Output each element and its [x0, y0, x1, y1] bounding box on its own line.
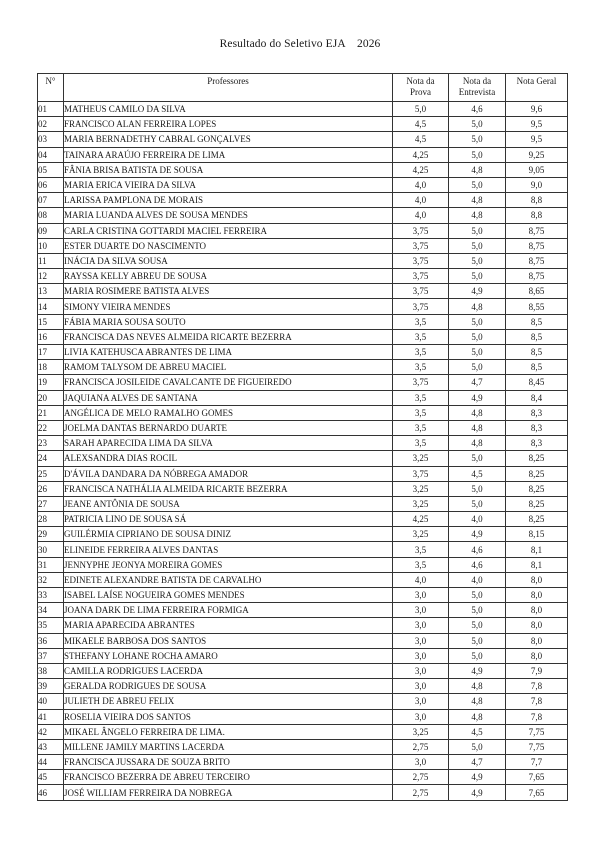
row-nota-prova: 2,75 [393, 739, 449, 754]
row-nota-geral: 7,65 [506, 785, 568, 800]
row-nota-prova: 3,0 [393, 709, 449, 724]
row-nota-geral: 8,0 [506, 603, 568, 618]
row-nota-prova: 3,75 [393, 238, 449, 253]
row-number: 07 [38, 193, 64, 208]
table-row [38, 572, 568, 587]
row-nota-prova: 3,5 [393, 557, 449, 572]
row-number: 13 [38, 284, 64, 299]
row-number: 17 [38, 345, 64, 360]
row-number: 46 [38, 785, 64, 800]
row-number: 01 [38, 102, 64, 117]
row-nota-geral: 8,45 [506, 375, 568, 390]
row-nota-geral: 8,1 [506, 557, 568, 572]
row-nota-geral: 8,15 [506, 527, 568, 542]
row-nota-entrevista: 5,0 [449, 360, 506, 375]
row-nota-geral: 7,75 [506, 739, 568, 754]
row-number: 09 [38, 223, 64, 238]
row-number: 22 [38, 420, 64, 435]
row-nota-geral: 8,3 [506, 420, 568, 435]
table-row [38, 603, 568, 618]
row-nota-prova: 3,0 [393, 603, 449, 618]
row-nota-prova: 3,5 [393, 436, 449, 451]
row-number: 40 [38, 694, 64, 709]
row-nota-entrevista: 5,0 [449, 238, 506, 253]
row-nota-geral: 8,25 [506, 512, 568, 527]
table-row [38, 405, 568, 420]
row-nota-entrevista: 5,0 [449, 496, 506, 511]
table-row [38, 481, 568, 496]
row-professor-name: MIKAEL ÂNGELO FERREIRA DE LIMA. [64, 724, 393, 739]
row-nota-entrevista: 5,0 [449, 147, 506, 162]
row-number: 37 [38, 648, 64, 663]
row-nota-entrevista: 4,9 [449, 527, 506, 542]
row-number: 03 [38, 132, 64, 147]
row-professor-name: ALEXSANDRA DIAS ROCIL [64, 451, 393, 466]
row-nota-geral: 9,0 [506, 177, 568, 192]
row-professor-name: FRANCISCA DAS NEVES ALMEIDA RICARTE BEZERRA [64, 329, 393, 344]
row-professor-name: ROSELIA VIEIRA DOS SANTOS [64, 709, 393, 724]
row-professor-name: CARLA CRISTINA GOTTARDI MACIEL FERREIRA [64, 223, 393, 238]
header-nota-geral: Nota Geral [506, 74, 568, 102]
row-nota-entrevista: 4,9 [449, 770, 506, 785]
table-row [38, 694, 568, 709]
row-nota-prova: 4,25 [393, 512, 449, 527]
header-row [38, 74, 568, 102]
header-professores: Professores [64, 74, 393, 102]
table-row [38, 496, 568, 511]
row-nota-entrevista: 4,8 [449, 208, 506, 223]
row-nota-geral: 8,5 [506, 360, 568, 375]
row-professor-name: MILLENE JAMILY MARTINS LACERDA [64, 739, 393, 754]
table-row [38, 466, 568, 481]
row-professor-name: RAMOM TALYSOM DE ABREU MACIEL [64, 360, 393, 375]
row-professor-name: TAINARA ARAÚJO FERREIRA DE LIMA [64, 147, 393, 162]
row-nota-prova: 3,75 [393, 375, 449, 390]
row-professor-name: FRANCISCA JUSSARA DE SOUZA BRITO [64, 755, 393, 770]
row-nota-entrevista: 4,9 [449, 284, 506, 299]
row-nota-entrevista: 5,0 [449, 451, 506, 466]
row-nota-geral: 8,25 [506, 466, 568, 481]
row-nota-entrevista: 4,8 [449, 420, 506, 435]
row-professor-name: FRANCISCO BEZERRA DE ABREU TERCEIRO [64, 770, 393, 785]
row-number: 02 [38, 117, 64, 132]
row-nota-entrevista: 5,0 [449, 648, 506, 663]
row-professor-name: ANGÉLICA DE MELO RAMALHO GOMES [64, 405, 393, 420]
row-nota-geral: 8,8 [506, 208, 568, 223]
table-row [38, 193, 568, 208]
row-nota-prova: 3,75 [393, 269, 449, 284]
row-nota-geral: 8,0 [506, 618, 568, 633]
table-row [38, 512, 568, 527]
table-row [38, 360, 568, 375]
row-nota-geral: 8,8 [506, 193, 568, 208]
row-nota-geral: 8,3 [506, 436, 568, 451]
row-professor-name: D'ÁVILA DANDARA DA NÓBREGA AMADOR [64, 466, 393, 481]
row-nota-geral: 8,0 [506, 633, 568, 648]
row-professor-name: MARIA ROSIMERE BATISTA ALVES [64, 284, 393, 299]
row-professor-name: ESTER DUARTE DO NASCIMENTO [64, 238, 393, 253]
page-title: Resultado do Seletivo EJA 2026 [219, 38, 381, 50]
row-professor-name: EDINETE ALEXANDRE BATISTA DE CARVALHO [64, 572, 393, 587]
row-professor-name: JENNYPHE JEONYA MOREIRA GOMES [64, 557, 393, 572]
row-professor-name: FRANCISCO ALAN FERREIRA LOPES [64, 117, 393, 132]
row-nota-entrevista: 4,0 [449, 512, 506, 527]
row-nota-entrevista: 5,0 [449, 345, 506, 360]
row-professor-name: RAYSSA KELLY ABREU DE SOUSA [64, 269, 393, 284]
row-nota-prova: 3,75 [393, 253, 449, 268]
row-nota-geral: 7,75 [506, 724, 568, 739]
row-number: 25 [38, 466, 64, 481]
table-row [38, 102, 568, 117]
row-number: 31 [38, 557, 64, 572]
row-nota-prova: 3,5 [393, 390, 449, 405]
row-nota-prova: 4,25 [393, 147, 449, 162]
table-row [38, 588, 568, 603]
row-number: 05 [38, 162, 64, 177]
row-number: 45 [38, 770, 64, 785]
row-nota-geral: 8,0 [506, 572, 568, 587]
row-nota-entrevista: 5,0 [449, 177, 506, 192]
row-number: 36 [38, 633, 64, 648]
row-nota-prova: 3,0 [393, 755, 449, 770]
row-nota-prova: 3,75 [393, 466, 449, 481]
header-nota-entrevista [449, 74, 506, 102]
row-nota-geral: 8,3 [506, 405, 568, 420]
row-nota-entrevista: 4,8 [449, 694, 506, 709]
row-nota-prova: 3,75 [393, 284, 449, 299]
row-nota-geral: 8,4 [506, 390, 568, 405]
row-number: 28 [38, 512, 64, 527]
row-number: 19 [38, 375, 64, 390]
table-row [38, 329, 568, 344]
row-nota-prova: 3,25 [393, 527, 449, 542]
table-row [38, 663, 568, 678]
row-professor-name: MARIA ERICA VIEIRA DA SILVA [64, 177, 393, 192]
row-nota-entrevista: 4,8 [449, 709, 506, 724]
row-nota-entrevista: 5,0 [449, 633, 506, 648]
header-nota-prova-line1: Nota da [406, 76, 435, 86]
row-nota-prova: 4,5 [393, 132, 449, 147]
row-nota-prova: 4,0 [393, 193, 449, 208]
row-professor-name: LARISSA PAMPLONA DE MORAIS [64, 193, 393, 208]
table-row [38, 770, 568, 785]
row-number: 44 [38, 755, 64, 770]
table-row [38, 314, 568, 329]
row-number: 11 [38, 253, 64, 268]
table-row [38, 162, 568, 177]
row-number: 26 [38, 481, 64, 496]
row-nota-geral: 8,75 [506, 269, 568, 284]
row-nota-geral: 7,65 [506, 770, 568, 785]
row-nota-entrevista: 5,0 [449, 253, 506, 268]
row-nota-geral: 8,25 [506, 451, 568, 466]
row-number: 41 [38, 709, 64, 724]
row-professor-name: MARIA BERNADETHY CABRAL GONÇALVES [64, 132, 393, 147]
row-professor-name: JAQUIANA ALVES DE SANTANA [64, 390, 393, 405]
header-nota-prova-line2: Prova [410, 87, 431, 97]
table-row [38, 542, 568, 557]
row-nota-prova: 3,0 [393, 663, 449, 678]
table-row [38, 648, 568, 663]
row-number: 23 [38, 436, 64, 451]
table-row [38, 527, 568, 542]
row-nota-entrevista: 4,9 [449, 663, 506, 678]
table-row [38, 147, 568, 162]
row-professor-name: SIMONY VIEIRA MENDES [64, 299, 393, 314]
row-nota-prova: 4,25 [393, 162, 449, 177]
row-nota-prova: 3,5 [393, 542, 449, 557]
table-row [38, 755, 568, 770]
row-nota-prova: 4,5 [393, 117, 449, 132]
row-number: 06 [38, 177, 64, 192]
row-professor-name: MARIA APARECIDA ABRANTES [64, 618, 393, 633]
row-nota-entrevista: 5,0 [449, 603, 506, 618]
table-row [38, 633, 568, 648]
row-nota-geral: 9,6 [506, 102, 568, 117]
table-row [38, 253, 568, 268]
row-nota-entrevista: 5,0 [449, 481, 506, 496]
row-number: 14 [38, 299, 64, 314]
row-number: 39 [38, 679, 64, 694]
row-professor-name: ELINEIDE FERREIRA ALVES DANTAS [64, 542, 393, 557]
row-nota-geral: 7,8 [506, 679, 568, 694]
row-number: 33 [38, 588, 64, 603]
row-nota-prova: 3,75 [393, 223, 449, 238]
row-nota-entrevista: 4,6 [449, 102, 506, 117]
header-nota-entrevista-line1: Nota da [462, 76, 492, 86]
row-nota-prova: 3,0 [393, 694, 449, 709]
row-professor-name: ISABEL LAÍSE NOGUEIRA GOMES MENDES [64, 588, 393, 603]
row-nota-entrevista: 4,8 [449, 679, 506, 694]
row-number: 04 [38, 147, 64, 162]
row-nota-geral: 9,5 [506, 117, 568, 132]
table-row [38, 284, 568, 299]
table-row [38, 724, 568, 739]
row-nota-entrevista: 5,0 [449, 132, 506, 147]
row-nota-entrevista: 5,0 [449, 269, 506, 284]
row-nota-entrevista: 4,0 [449, 572, 506, 587]
header-nota-prova [393, 74, 449, 102]
row-number: 08 [38, 208, 64, 223]
row-nota-entrevista: 4,8 [449, 436, 506, 451]
row-nota-entrevista: 5,0 [449, 618, 506, 633]
row-nota-entrevista: 4,6 [449, 542, 506, 557]
row-nota-entrevista: 5,0 [449, 223, 506, 238]
row-nota-prova: 3,0 [393, 618, 449, 633]
row-nota-entrevista: 4,8 [449, 162, 506, 177]
row-nota-geral: 8,75 [506, 223, 568, 238]
header-nota-entrevista-line2: Entrevista [458, 87, 496, 97]
row-nota-prova: 4,0 [393, 208, 449, 223]
row-professor-name: JULIETH DE ABREU FELIX [64, 694, 393, 709]
row-nota-prova: 3,25 [393, 451, 449, 466]
row-number: 12 [38, 269, 64, 284]
row-nota-entrevista: 5,0 [449, 588, 506, 603]
row-professor-name: MIKAELE BARBOSA DOS SANTOS [64, 633, 393, 648]
header-number: N° [38, 74, 64, 102]
table-row [38, 420, 568, 435]
row-number: 10 [38, 238, 64, 253]
row-number: 15 [38, 314, 64, 329]
row-nota-entrevista: 4,9 [449, 390, 506, 405]
row-nota-entrevista: 4,6 [449, 557, 506, 572]
row-nota-prova: 2,75 [393, 785, 449, 800]
row-nota-geral: 8,75 [506, 238, 568, 253]
table-row [38, 679, 568, 694]
row-nota-prova: 3,0 [393, 633, 449, 648]
row-professor-name: JEANE ANTÔNIA DE SOUSA [64, 496, 393, 511]
table-row [38, 375, 568, 390]
row-nota-geral: 9,5 [506, 132, 568, 147]
table-row [38, 451, 568, 466]
row-professor-name: JOELMA DANTAS BERNARDO DUARTE [64, 420, 393, 435]
row-nota-geral: 8,75 [506, 253, 568, 268]
row-nota-geral: 8,5 [506, 329, 568, 344]
row-professor-name: GUILÉRMIA CIPRIANO DE SOUSA DINIZ [64, 527, 393, 542]
row-nota-entrevista: 4,8 [449, 193, 506, 208]
row-nota-geral: 7,9 [506, 663, 568, 678]
table-row [38, 618, 568, 633]
table-row [38, 785, 568, 800]
table-row [38, 436, 568, 451]
row-nota-geral: 9,25 [506, 147, 568, 162]
row-professor-name: LIVIA KATEHUSCA ABRANTES DE LIMA [64, 345, 393, 360]
row-nota-prova: 3,5 [393, 345, 449, 360]
row-professor-name: JOANA DARK DE LIMA FERREIRA FORMIGA [64, 603, 393, 618]
row-nota-geral: 8,65 [506, 284, 568, 299]
row-nota-entrevista: 4,7 [449, 755, 506, 770]
table-row [38, 390, 568, 405]
row-nota-entrevista: 4,5 [449, 724, 506, 739]
row-professor-name: FÂNIA BRISA BATISTA DE SOUSA [64, 162, 393, 177]
row-nota-prova: 3,5 [393, 360, 449, 375]
row-nota-geral: 8,25 [506, 481, 568, 496]
row-nota-prova: 3,0 [393, 588, 449, 603]
row-nota-entrevista: 5,0 [449, 117, 506, 132]
row-nota-geral: 9,05 [506, 162, 568, 177]
row-nota-geral: 8,0 [506, 648, 568, 663]
row-nota-geral: 8,55 [506, 299, 568, 314]
row-number: 24 [38, 451, 64, 466]
row-number: 42 [38, 724, 64, 739]
row-nota-prova: 3,75 [393, 299, 449, 314]
row-nota-prova: 3,5 [393, 420, 449, 435]
row-number: 32 [38, 572, 64, 587]
table-row [38, 345, 568, 360]
row-nota-geral: 7,8 [506, 694, 568, 709]
row-nota-entrevista: 5,0 [449, 739, 506, 754]
table-row [38, 132, 568, 147]
row-nota-prova: 4,0 [393, 177, 449, 192]
row-number: 27 [38, 496, 64, 511]
row-professor-name: FRANCISCA JOSILEIDE CAVALCANTE DE FIGUEIREDO [64, 375, 393, 390]
row-professor-name: FÁBIA MARIA SOUSA SOUTO [64, 314, 393, 329]
row-nota-geral: 8,5 [506, 345, 568, 360]
row-professor-name: FRANCISCA NATHÁLIA ALMEIDA RICARTE BEZERRA [64, 481, 393, 496]
results-table-header [38, 74, 568, 102]
row-professor-name: INÁCIA DA SILVA SOUSA [64, 253, 393, 268]
table-row [38, 208, 568, 223]
row-number: 20 [38, 390, 64, 405]
row-number: 34 [38, 603, 64, 618]
row-nota-entrevista: 4,9 [449, 785, 506, 800]
row-nota-prova: 3,0 [393, 679, 449, 694]
row-nota-prova: 3,5 [393, 329, 449, 344]
row-number: 16 [38, 329, 64, 344]
row-nota-prova: 3,25 [393, 724, 449, 739]
row-professor-name: JOSÉ WILLIAM FERREIRA DA NOBREGA [64, 785, 393, 800]
row-nota-entrevista: 5,0 [449, 329, 506, 344]
row-nota-prova: 3,25 [393, 496, 449, 511]
row-professor-name: PATRICIA LINO DE SOUSA SÁ [64, 512, 393, 527]
table-row [38, 709, 568, 724]
row-nota-geral: 7,8 [506, 709, 568, 724]
row-nota-geral: 8,1 [506, 542, 568, 557]
row-professor-name: STHEFANY LOHANE ROCHA AMARO [64, 648, 393, 663]
row-nota-entrevista: 4,7 [449, 375, 506, 390]
row-number: 43 [38, 739, 64, 754]
row-nota-geral: 8,25 [506, 496, 568, 511]
row-number: 21 [38, 405, 64, 420]
table-row [38, 238, 568, 253]
row-nota-entrevista: 4,5 [449, 466, 506, 481]
row-number: 29 [38, 527, 64, 542]
row-nota-prova: 3,25 [393, 481, 449, 496]
row-nota-geral: 7,7 [506, 755, 568, 770]
table-row [38, 739, 568, 754]
table-row [38, 269, 568, 284]
row-professor-name: SARAH APARECIDA LIMA DA SILVA [64, 436, 393, 451]
row-nota-prova: 3,5 [393, 405, 449, 420]
row-professor-name: MARIA LUANDA ALVES DE SOUSA MENDES [64, 208, 393, 223]
table-row [38, 223, 568, 238]
row-professor-name: CAMILLA RODRIGUES LACERDA [64, 663, 393, 678]
row-professor-name: GERALDA RODRIGUES DE SOUSA [64, 679, 393, 694]
row-nota-prova: 4,0 [393, 572, 449, 587]
row-nota-prova: 3,5 [393, 314, 449, 329]
table-row [38, 557, 568, 572]
row-nota-entrevista: 4,8 [449, 405, 506, 420]
row-number: 30 [38, 542, 64, 557]
row-nota-prova: 5,0 [393, 102, 449, 117]
row-number: 35 [38, 618, 64, 633]
row-nota-prova: 3,0 [393, 648, 449, 663]
row-nota-entrevista: 4,8 [449, 299, 506, 314]
row-nota-prova: 2,75 [393, 770, 449, 785]
row-number: 38 [38, 663, 64, 678]
row-nota-entrevista: 5,0 [449, 314, 506, 329]
results-table [37, 73, 568, 801]
row-number: 18 [38, 360, 64, 375]
table-row [38, 177, 568, 192]
table-row [38, 117, 568, 132]
row-nota-geral: 8,5 [506, 314, 568, 329]
row-nota-geral: 8,0 [506, 588, 568, 603]
results-table-body [38, 102, 568, 801]
row-professor-name: MATHEUS CAMILO DA SILVA [64, 102, 393, 117]
table-row [38, 299, 568, 314]
